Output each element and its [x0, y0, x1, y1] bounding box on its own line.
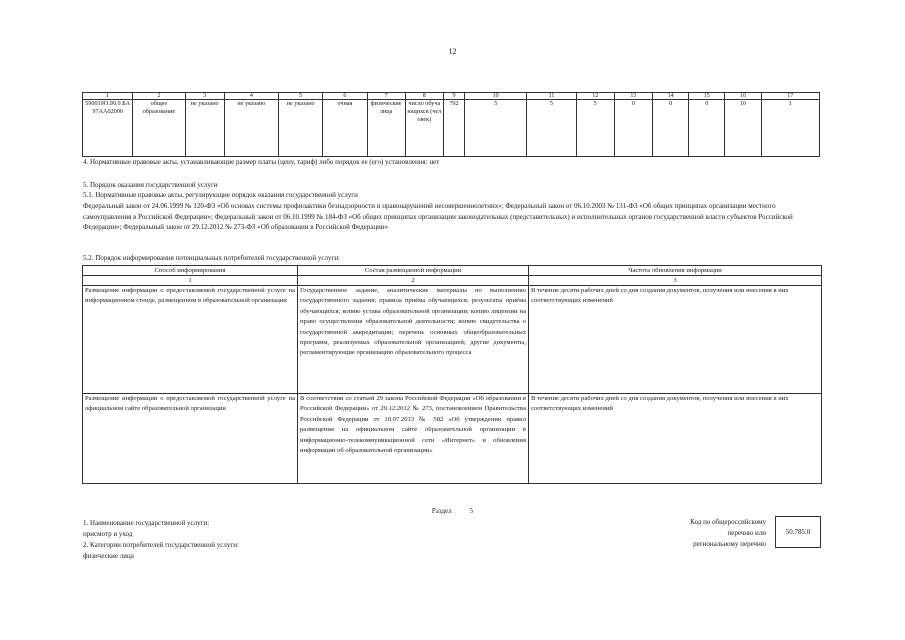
- table1-cell: общее образование: [133, 100, 185, 157]
- code-label-line-3: региональному перечню: [693, 540, 766, 548]
- table2-header-cell: Частота обновления информации: [529, 266, 822, 276]
- table1-header-cell: 16: [725, 93, 761, 100]
- code-label-line-2: перечню или: [727, 529, 766, 537]
- table1-cell: 0: [614, 100, 652, 157]
- table2-number-cell: 2: [298, 276, 529, 286]
- information-table: [82, 265, 822, 484]
- consumers-label: 2. Категории потребителей государственной услуги:: [83, 541, 239, 549]
- service-name: присмотр и уход: [83, 530, 133, 538]
- section-5-1-text: Федеральный закон от 24.06.1999 № 120-ФЗ «Об основах системы профилактики безнадзорности и правонарушений несовершеннолетних»; Федеральный закон от 06.10.2003 № 131-ФЗ «Об общих принципах организации местного самоуправления в Российской Федерации»; Федеральный закон от 06.10.1999 № 184-ФЗ «Об общих принципах организации законодательных (представительных) и исполнительных органов государственной власти субъектов Российской Федерации»; Федеральный закон от 29.12.2012 № 273-ФЗ «Об образовании в Российской Федерации»: [83, 202, 793, 232]
- table1-cell: 5: [465, 100, 527, 157]
- table1-header-cell: 1: [83, 93, 133, 100]
- table1-header-cell: 12: [576, 93, 614, 100]
- table2-number-cell: 1: [83, 276, 298, 286]
- table1-header-cell: 3: [185, 93, 224, 100]
- table1-header-cell: 13: [614, 93, 652, 100]
- table1-cell: 1: [761, 100, 819, 157]
- table1-cell: очная: [323, 100, 367, 157]
- table1-cell: число обучающихся (человек): [405, 100, 443, 157]
- table1-header-cell: 5: [279, 93, 323, 100]
- section-5-2-title: 5.2. Порядок информирования потенциальных потребителей государственной услуги:: [83, 254, 341, 262]
- table1-cell: не указано: [224, 100, 278, 157]
- table1-cell: 10: [725, 100, 761, 157]
- table1-header-cell: 2: [133, 93, 185, 100]
- table1-cell: не указано: [279, 100, 323, 157]
- frequency-cell: В течение десяти рабочих дней со дня создания документов, получения или внесения в них соответствующих изменений: [529, 394, 822, 484]
- page-number: 12: [448, 47, 457, 56]
- section-5-1-title: 5.1. Нормативные правовые акты, регулирующие порядок оказания государственной услуги: [83, 191, 358, 199]
- table1-cell: 0: [689, 100, 725, 157]
- section-heading: [0, 507, 905, 515]
- method-cell: Размещение информации о предоставляемой государственной услуге на официальном сайте образовательной организации: [83, 394, 298, 484]
- table1-cell: не указано: [185, 100, 224, 157]
- section-4-text: 4. Нормативные правовые акты, устанавливающие размер платы (цену, тариф) либо порядок ее (его) установления: нет: [83, 158, 440, 166]
- section-5-title: 5. Порядок оказания государственной услуги: [83, 181, 218, 189]
- table1-cell: 5: [527, 100, 576, 157]
- table2-number-row: [83, 276, 822, 286]
- table1-header-cell: 8: [405, 93, 443, 100]
- table2-row: [83, 394, 822, 484]
- table2-number-cell: 3: [529, 276, 822, 286]
- method-cell: Размещение информации о предоставляемой государственной услуге на информационном стенде, размещенном в образовательной организации: [83, 286, 298, 394]
- code-label-line-1: Код по общероссийскому: [690, 518, 766, 526]
- table1-header-cell: 11: [527, 93, 576, 100]
- consumers: физические лица: [83, 552, 134, 560]
- table1-header-row: [83, 93, 820, 100]
- table1-cell: 0: [653, 100, 689, 157]
- frequency-cell: В течение десяти рабочих дней со дня создания документов, получения или внесения в них соответствующих изменений: [529, 286, 822, 394]
- registry-code-box: 50.785.0: [775, 516, 821, 548]
- section-number: 5: [469, 507, 474, 515]
- table2-header-cell: Способ информирования: [83, 266, 298, 276]
- section-label: Раздел: [431, 507, 452, 515]
- table1-cell: физические лица: [367, 100, 405, 157]
- table1-header-cell: 15: [689, 93, 725, 100]
- table1-cell: 792: [443, 100, 464, 157]
- table1-header-cell: 9: [443, 93, 464, 100]
- table1-header-cell: 14: [653, 93, 689, 100]
- service-name-label: 1. Наименование государственной услуги:: [83, 519, 210, 527]
- table1-header-cell: 17: [761, 93, 819, 100]
- content-cell: В соответствии со статьей 29 закона Российской Федерации «Об образовании в Российской Федерации» от 29.12.2012 № 273, постановлением Правительства Российской Федерации от 10.07.2013 № 582 «Об утверждении правил размещения на официальном сайте образовательной организации в информационно-телекоммуникационной сети «Интернет» и обновления информации об образовательной организации»: [298, 394, 529, 484]
- registry-code-cell: 590019О.99.0.БА97АА02000: [83, 100, 133, 157]
- table2-row: [83, 286, 822, 394]
- table2-header-cell: Состав размещаемой информации: [298, 266, 529, 276]
- content-cell: Государственное задание, аналитические материалы по выполнению государственного задания; правила приёма обучающихся; результаты приёма обучающихся; копию устава образовательной организации; копию лицензии на право осуществления образовательной деятельности; копию свидетельства о государственной аккредитации; перечень основных общеобразовательных программ, реализуемых образовательной организацией; другие документы, регламентирующие организацию образовательного процесса: [298, 286, 529, 394]
- table1-header-cell: 4: [224, 93, 278, 100]
- indicators-table: [82, 92, 820, 157]
- table2-header-row: [83, 266, 822, 276]
- table1-header-cell: 7: [367, 93, 405, 100]
- table1-header-cell: 10: [465, 93, 527, 100]
- table1-header-cell: 6: [323, 93, 367, 100]
- table1-cell: 5: [576, 100, 614, 157]
- table1-row: [83, 100, 820, 157]
